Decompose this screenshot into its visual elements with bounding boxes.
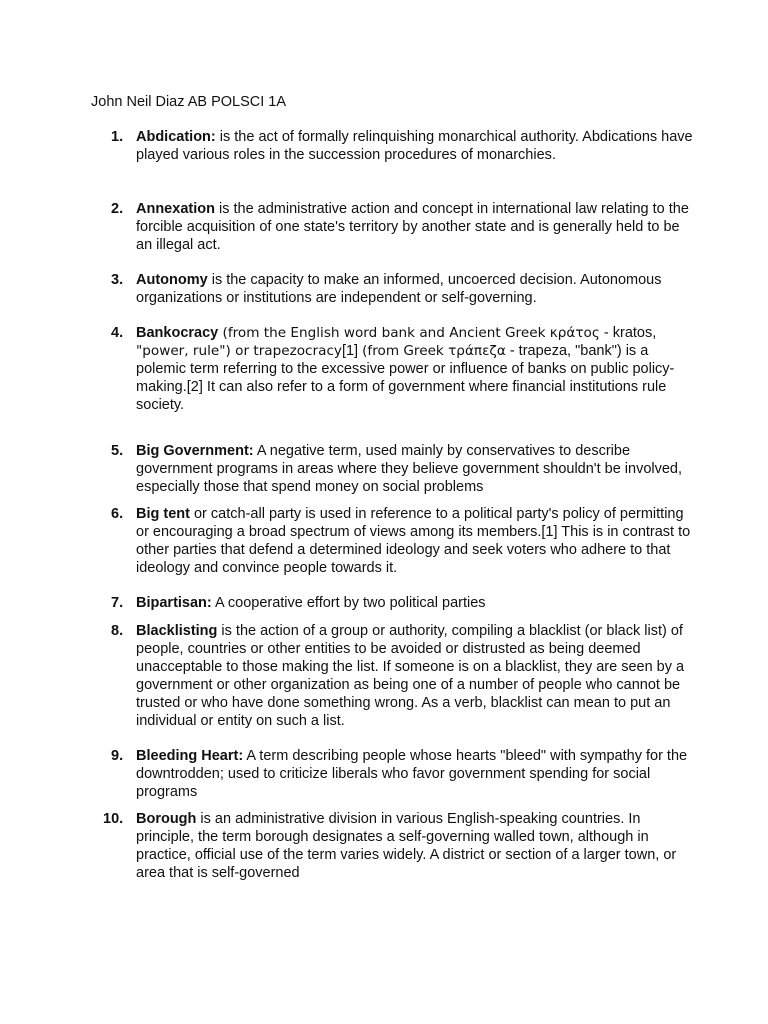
item-body [136, 128, 696, 164]
item-number: 4. [111, 325, 124, 341]
item-body [136, 810, 696, 882]
item-definition-part: - kratos, [599, 325, 657, 341]
item-number: 5. [111, 443, 124, 459]
item-definition: or catch-all party is used in reference to a political party's policy of permitting or encouraging a broad spectrum of views among its members.[1] This is in contrast to other parties that defend a determined ideology and seek voters who adhere to that ideology and convince people towards it. [136, 506, 691, 576]
item-number: 9. [111, 748, 124, 764]
item-body [136, 747, 696, 801]
item-body [136, 505, 696, 577]
item-body [136, 324, 696, 414]
item-definition-part: [1] [341, 343, 363, 359]
item-term: Big tent [136, 506, 190, 522]
item-body [136, 200, 696, 254]
item-definition: A negative term, used mainly by conservatives to describe government programs in areas where they believe government shouldn't be involved, especially those that spend money on social problems [136, 443, 683, 495]
item-body [136, 442, 696, 496]
item-term: Bleeding Heart: [136, 748, 244, 764]
item-etymology: (from the English word bank and Ancient Greek κράτος [218, 325, 600, 341]
item-number: 2. [111, 201, 124, 217]
item-number: 3. [111, 272, 124, 288]
item-definition: is the administrative action and concept in international law relating to the forcible acquisition of one state's territory by another state and is generally held to be an illegal act. [136, 201, 689, 253]
item-number: 6. [111, 506, 124, 522]
item-definition: is the action of a group or authority, compiling a blacklist (or black list) of people, countries or other entities to be avoided or distrusted as being deemed unacceptable to those making the list. If someone is on a blacklist, they are seen by a government or other organization as being one of a number of people who cannot be trusted or who have done something wrong. As a verb, blacklist can mean to put an individual or entity on such a list. [136, 623, 685, 729]
document-header: John Neil Diaz AB POLSCI 1A [91, 94, 287, 110]
item-definition: is the capacity to make an informed, uncoerced decision. Autonomous organizations or institutions are independent or self-governing. [136, 272, 662, 306]
item-definition: A cooperative effort by two political parties [211, 595, 486, 611]
item-term: Abdication: [136, 129, 216, 145]
item-definition: is the act of formally relinquishing monarchical authority. Abdications have played various roles in the succession procedures of monarchies. [136, 129, 693, 163]
item-definition: - trapeza, "bank") is a polemic term referring to the excessive power or influence of banks on public policy-making.[2] It can also refer to a form of government where financial institutions rule society. [136, 343, 675, 413]
item-term: Bankocracy [136, 325, 219, 341]
item-number: 8. [111, 623, 124, 639]
item-term: Bipartisan: [136, 595, 212, 611]
item-term: Big Government: [136, 443, 254, 459]
item-etymology: (from Greek τράπεζα [362, 343, 506, 359]
item-number: 10. [103, 811, 124, 827]
item-term: Autonomy [136, 272, 208, 288]
item-term: Borough [136, 811, 197, 827]
item-definition: A term describing people whose hearts "bleed" with sympathy for the downtrodden; used to criticize liberals who favor government spending for social programs [136, 748, 688, 800]
item-number: 1. [111, 129, 124, 145]
item-definition: is an administrative division in various English-speaking countries. In principle, the term borough designates a self-governing walled town, although in practice, official use of the term varies widely. A district or section of a larger town, or area that is self-governed [136, 811, 677, 881]
item-number: 7. [111, 595, 124, 611]
item-term: Annexation [136, 201, 215, 217]
item-term: Blacklisting [136, 623, 218, 639]
item-body [136, 622, 696, 730]
item-body [136, 271, 696, 307]
item-etymology: "power, rule") or trapezocracy [136, 343, 342, 359]
item-body [136, 594, 696, 612]
